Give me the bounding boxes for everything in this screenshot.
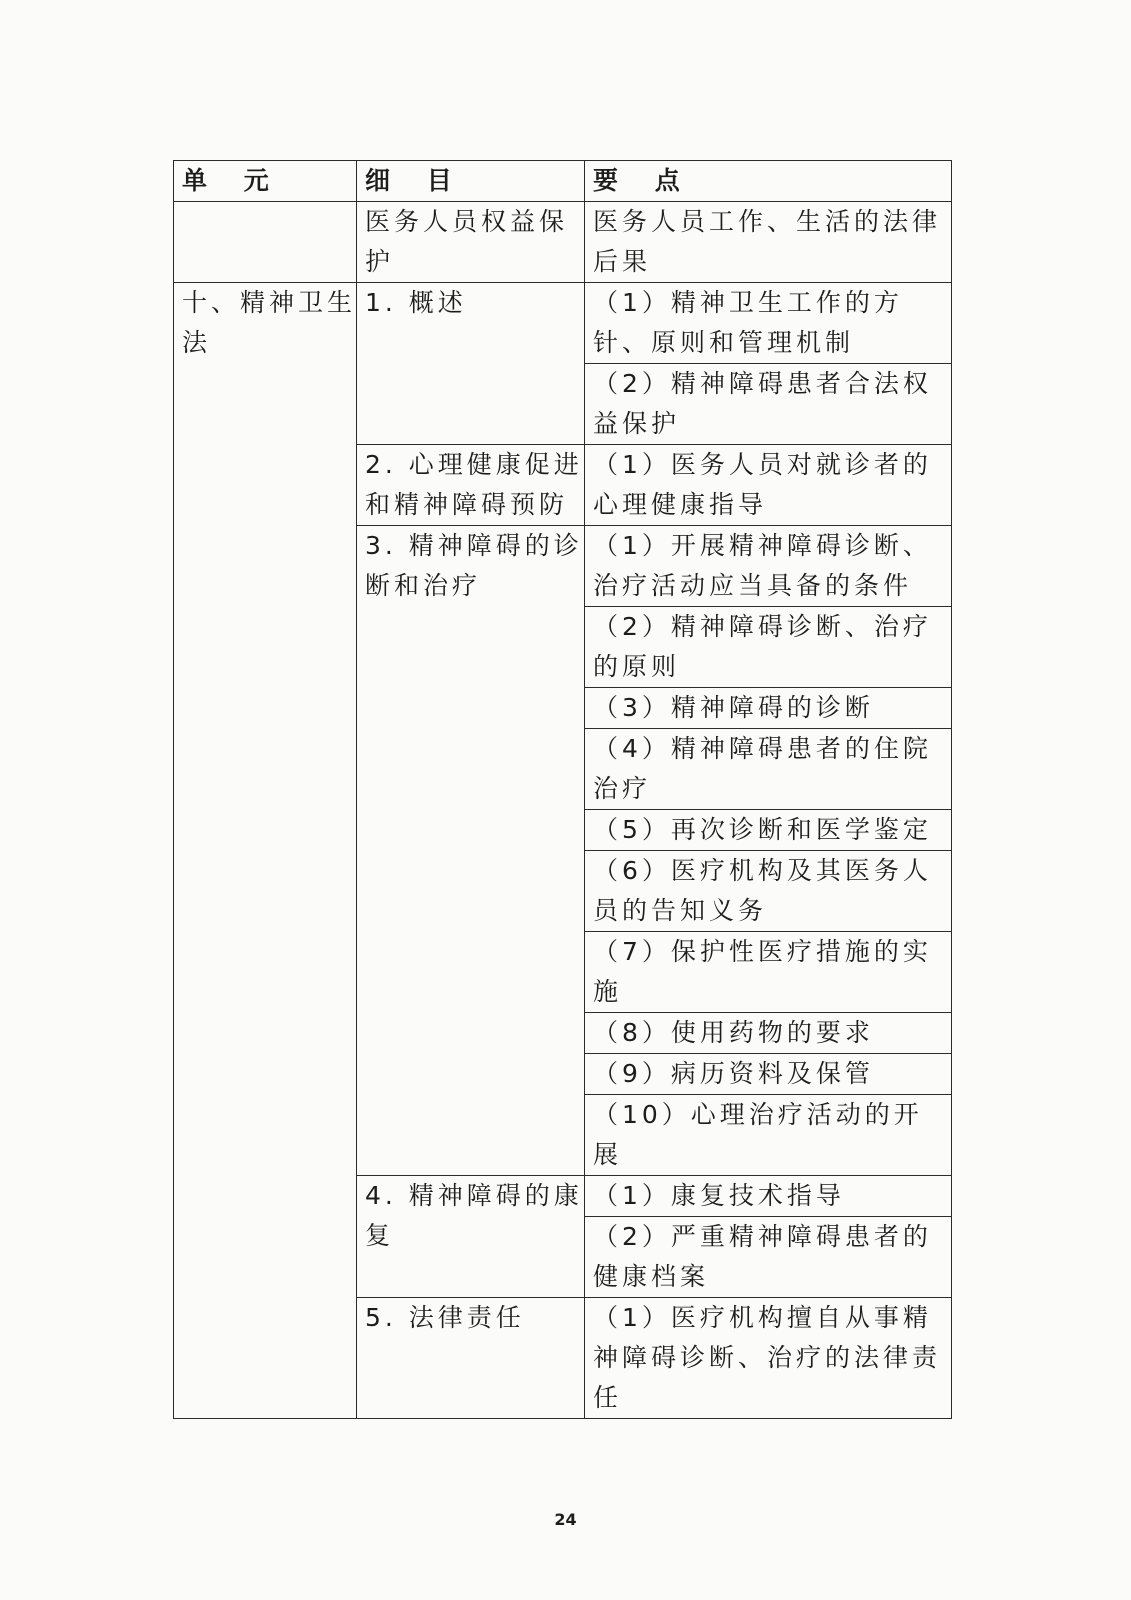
syllabus-table	[173, 160, 952, 1419]
header-unit: 单 元	[174, 161, 357, 202]
item-cell: 5. 法律责任	[357, 1298, 585, 1419]
point-cell: （8）使用药物的要求	[585, 1013, 952, 1054]
table-row	[174, 283, 952, 364]
point-cell: （1）医务人员对就诊者的心理健康指导	[585, 445, 952, 526]
unit-cell-empty	[174, 202, 357, 283]
header-point: 要 点	[585, 161, 952, 202]
point-cell: 医务人员工作、生活的法律后果	[585, 202, 952, 283]
point-cell: （9）病历资料及保管	[585, 1054, 952, 1095]
point-cell: （7）保护性医疗措施的实施	[585, 932, 952, 1013]
item-cell: 4. 精神障碍的康复	[357, 1176, 585, 1298]
header-item: 细 目	[357, 161, 585, 202]
unit-cell: 十、精神卫生法	[174, 283, 357, 1419]
table-header-row	[174, 161, 952, 202]
item-cell: 3. 精神障碍的诊断和治疗	[357, 526, 585, 1176]
point-cell: （2）精神障碍患者合法权益保护	[585, 364, 952, 445]
point-cell: （2）严重精神障碍患者的健康档案	[585, 1217, 952, 1298]
point-cell: （4）精神障碍患者的住院治疗	[585, 729, 952, 810]
point-cell: （6）医疗机构及其医务人员的告知义务	[585, 851, 952, 932]
point-cell: （1）医疗机构擅自从事精神障碍诊断、治疗的法律责任	[585, 1298, 952, 1419]
point-cell: （10）心理治疗活动的开展	[585, 1095, 952, 1176]
point-cell: （1）开展精神障碍诊断、治疗活动应当具备的条件	[585, 526, 952, 607]
point-cell: （5）再次诊断和医学鉴定	[585, 810, 952, 851]
point-cell: （2）精神障碍诊断、治疗的原则	[585, 607, 952, 688]
item-cell: 医务人员权益保护	[357, 202, 585, 283]
item-cell: 1. 概述	[357, 283, 585, 445]
item-cell: 2. 心理健康促进和精神障碍预防	[357, 445, 585, 526]
table-row	[174, 202, 952, 283]
page-number: 24	[554, 1510, 577, 1529]
point-cell: （3）精神障碍的诊断	[585, 688, 952, 729]
point-cell: （1）精神卫生工作的方针、原则和管理机制	[585, 283, 952, 364]
point-cell: （1）康复技术指导	[585, 1176, 952, 1217]
